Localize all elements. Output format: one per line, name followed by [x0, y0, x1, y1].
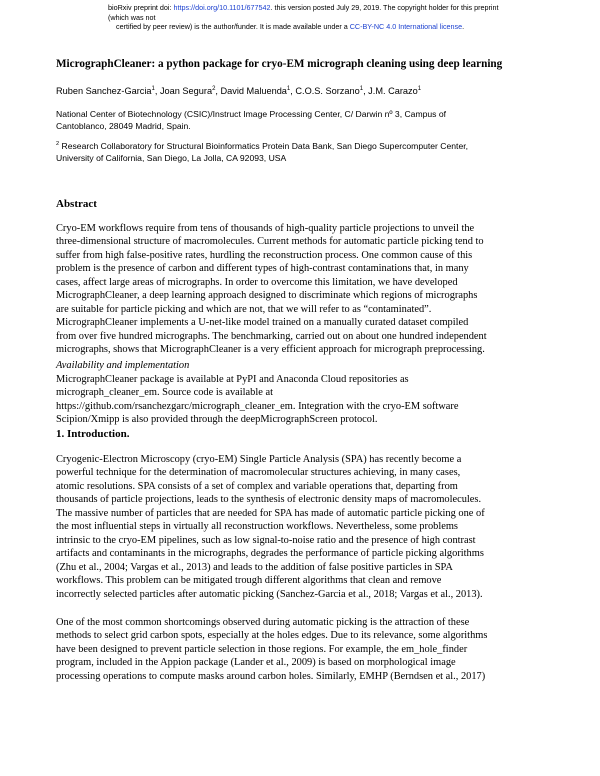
- introduction-paragraph-2: [56, 616, 546, 683]
- affiliation-line: University of California, San Diego, La Jolla, CA 92093, USA: [56, 153, 287, 164]
- text-line: micrograph_cleaner_em. Source code is available at: [56, 387, 273, 399]
- author-name: Joan Segura: [159, 86, 213, 96]
- text-line: incorrectly selected particles after automatic picking (Sanchez-Garcia et al., 2018; Vargas et al., 2013).: [56, 588, 483, 600]
- text-line: Scipion/Xmipp is also provided through the deepMicrographScreen protocol.: [56, 414, 378, 426]
- text-line: from over five hundred micrographs. The benchmarking, carried out on about one hundred independent: [56, 330, 487, 342]
- text-line: The massive number of particles that are needed for SPA has made of automatic particle picking one of: [56, 507, 485, 519]
- availability-body: [56, 373, 546, 427]
- author-name: C.O.S. Sorzano: [295, 86, 360, 96]
- text-line: MicrographCleaner package is available at PyPI and Anaconda Cloud repositories as: [56, 374, 409, 385]
- doi-link[interactable]: https://doi.org/10.1101/677542: [173, 3, 271, 12]
- author-list: [56, 85, 556, 97]
- text-line: One of the most common shortcomings observed during automatic picking is the attraction of these: [56, 617, 470, 628]
- text-line: powerful technique for the determination of macromolecular structures achieving, in many cases,: [56, 467, 461, 479]
- text-line: program, included in the Appion package (Lander et al., 2009) is based on morphological image: [56, 657, 456, 669]
- license-link[interactable]: CC-BY-NC 4.0 International license: [349, 22, 463, 31]
- introduction-heading: 1. Introduction.: [56, 428, 130, 440]
- text-line: thousands of particle projections, leads to the synthesis of electronic density maps of macromolecules.: [56, 494, 482, 506]
- text-line: have been designed to prevent particle selection in those regions. For example, the em_hole_finder: [56, 643, 468, 655]
- author-affiliation-sup: 1: [417, 85, 422, 92]
- author-name: J.M. Carazo: [368, 86, 418, 96]
- abstract-heading: Abstract: [56, 198, 97, 210]
- text-line: MicrographCleaner, a deep learning approach designed to discriminate which regions of micrographs: [56, 290, 478, 302]
- text-line: cases, affect large areas of micrographs. In order to overcome this limitation, we have developed: [56, 276, 458, 288]
- text-line: MicrographCleaner implements a U-net-like model trained on a manually curated dataset compiled: [56, 317, 469, 329]
- text-line: three-dimensional structure of macromolecules. Current methods for automatic particle picking tend to: [56, 236, 484, 248]
- header-line-1: [108, 3, 508, 22]
- text-line: artifacts and contaminants in the micrographs, degrades the performance of particle picking algorithms: [56, 548, 484, 560]
- author-affiliation-sup: 2: [212, 85, 216, 92]
- affiliation-line: [56, 140, 546, 152]
- paper-title: MicrographCleaner: a python package for cryo-EM micrograph cleaning using deep learning: [56, 58, 503, 70]
- abstract-body: [56, 222, 546, 357]
- affiliation-line: National Center of Biotechnology (CSIC)/Instruct Image Processing Center, C/ Darwin nº 3, Campus of: [56, 109, 447, 119]
- author-separator: ,: [154, 86, 160, 96]
- affiliation-sup: 2: [56, 141, 60, 148]
- header-prefix: bioRxiv preprint doi:: [108, 3, 174, 12]
- author-name: Ruben Sanchez-Garcia: [56, 86, 152, 96]
- author-name: David Maluenda: [220, 86, 287, 96]
- text-line: problem is the presence of carbon and different types of high-contrast contaminations that, in many: [56, 263, 469, 275]
- text-line: intrinsic to the cryo-EM pipelines, such as low signal-to-noise ratio and the presence of high contrast: [56, 534, 476, 546]
- affiliation-line: Cantoblanco, 28049 Madrid, Spain.: [56, 121, 191, 132]
- affiliation-1: [56, 108, 546, 133]
- introduction-paragraph-1: [56, 453, 546, 601]
- text-line: (Zhu et al., 2004; Vargas et al., 2013) and leads to the addition of false positive particles in SPA: [56, 561, 453, 573]
- text-line: workflows. This problem can be mitigated trough different algorithms that clean and remove: [56, 575, 442, 587]
- author-affiliation-sup: 1: [286, 85, 291, 92]
- preprint-header: [108, 3, 508, 32]
- text-line: Cryo-EM workflows require from tens of thousands of high-quality particle projections to unveil the: [56, 223, 475, 234]
- text-line: are suitable for particle picking and which are not, that we will refer to as “contaminated”.: [56, 303, 432, 315]
- availability-heading: Availability and implementation: [56, 360, 190, 371]
- text-line: atomic resolutions. SPA consists of a set of complex and variable operations that, departing from: [56, 480, 458, 492]
- author-affiliation-sup: 1: [359, 85, 364, 92]
- author-separator: ,: [215, 86, 221, 96]
- text-line: suffer from high false-positive rates, hurdling the reconstruction process. One common cause of this: [56, 249, 473, 261]
- author-separator: ,: [363, 86, 369, 96]
- header-license-suffix: .: [462, 22, 465, 31]
- text-line: methods to select grid carbon spots, especially at the holes edges. Due to its relevance, some algorithms: [56, 630, 488, 642]
- text-line: https://github.com/rsanchezgarc/micrograph_cleaner_em. Integration with the cryo-EM software: [56, 400, 459, 412]
- author-separator: ,: [290, 86, 296, 96]
- header-suffix: . this version posted July 29, 2019. The copyright holder for this preprint (which was not: [108, 3, 499, 22]
- text-line: processing operations to compute masks around carbon holes. Similarly, EMHP (Berndsen et al., 2017): [56, 670, 486, 682]
- text-line: micrographs, shows that MicrographCleaner is a very efficient approach for micrograph preprocessing.: [56, 344, 485, 356]
- affiliation-2: [56, 140, 546, 165]
- text-line: Cryogenic-Electron Microscopy (cryo-EM) Single Particle Analysis (SPA) has recently become a: [56, 454, 462, 465]
- header-line-2: [108, 22, 508, 32]
- affiliation-text: Research Collaboratory for Structural Bioinformatics Protein Data Bank, San Diego Supercomputer Center,: [59, 141, 468, 151]
- author-affiliation-sup: 1: [151, 85, 155, 92]
- header-license-prefix: certified by peer review) is the author/funder. It is made available under a: [116, 22, 350, 31]
- text-line: the most influential steps in virtually all reconstruction workflows. Nevertheless, some problems: [56, 521, 458, 533]
